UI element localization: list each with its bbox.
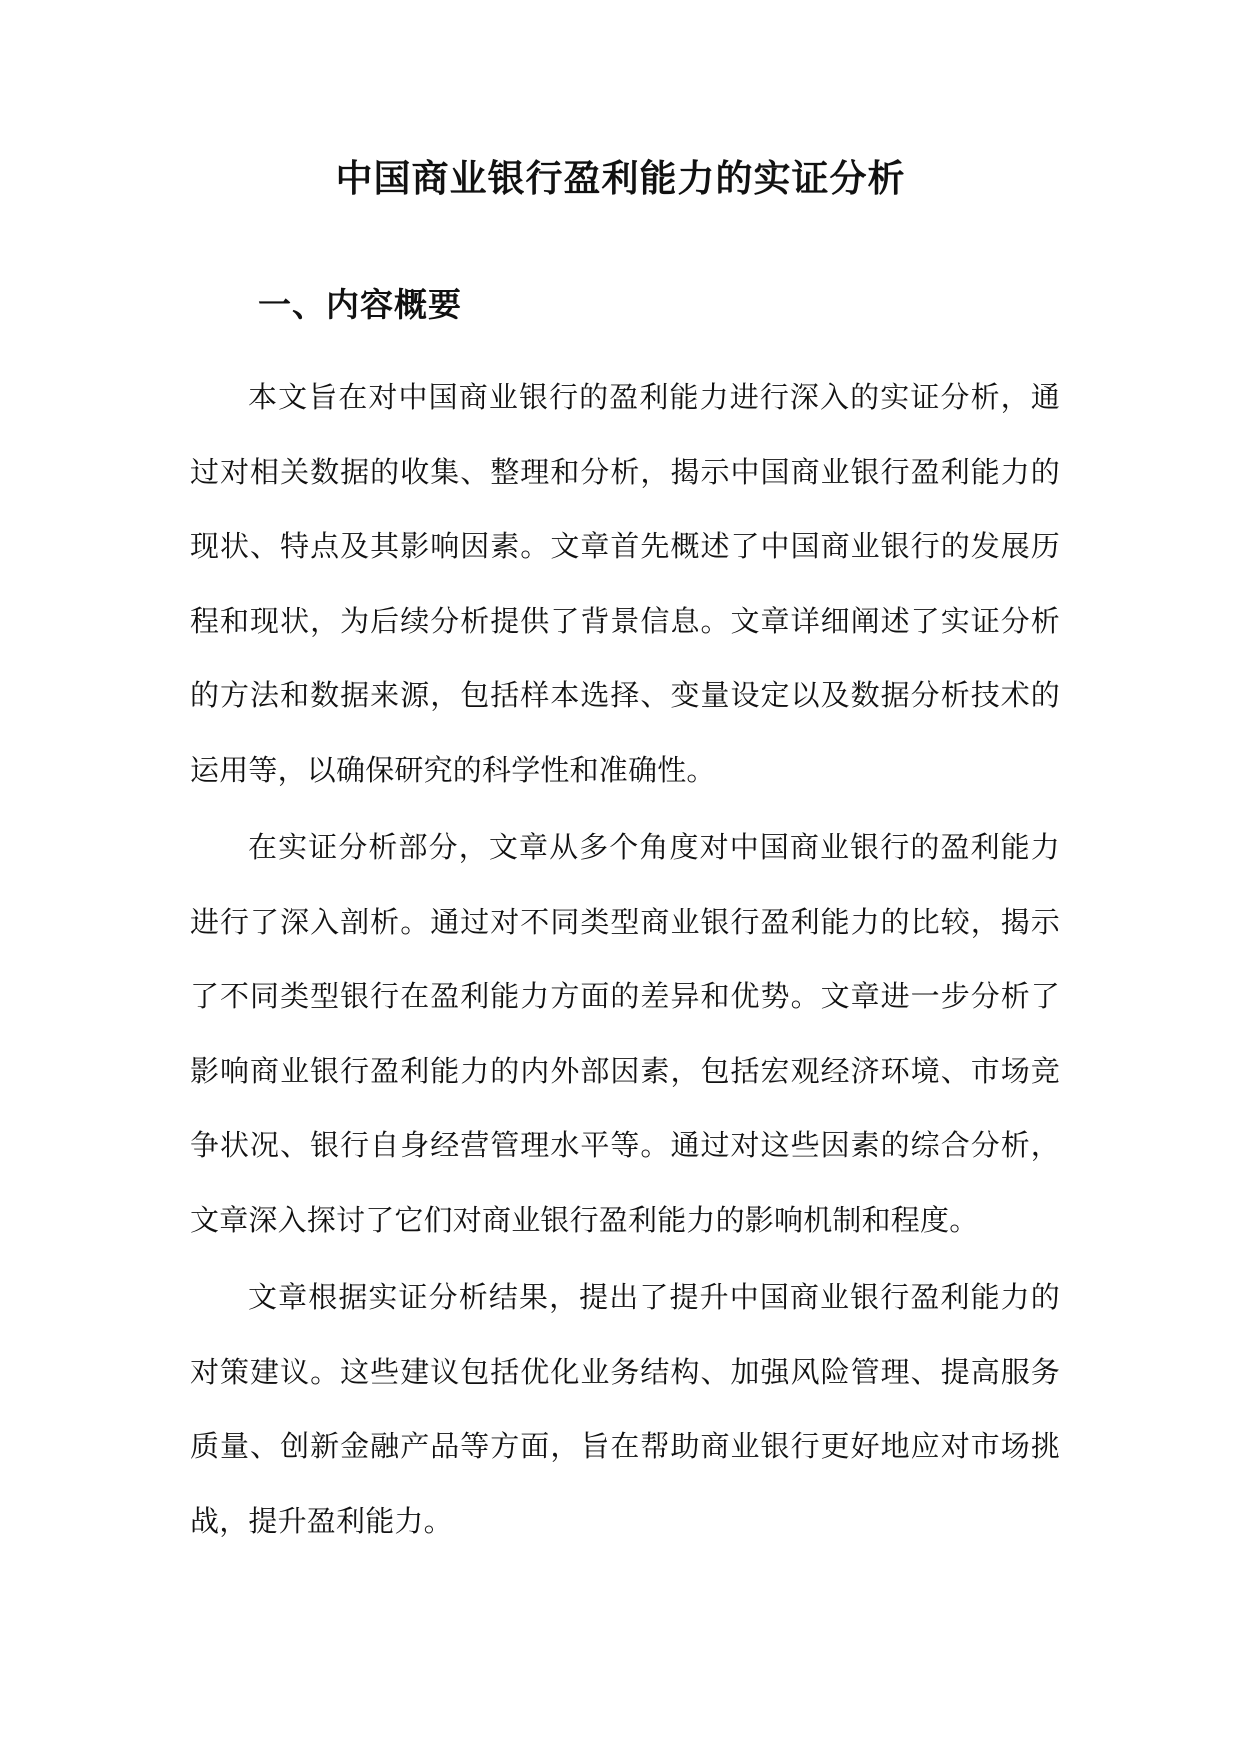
paragraph-1: 本文旨在对中国商业银行的盈利能力进行深入的实证分析，通过对相关数据的收集、整理和分析，揭示中国商业银行盈利能力的现状、特点及其影响因素。文章首先概述了中国商业银行的发展历程和现状，为后续分析提供了背景信息。文章详细阐述了实证分析的方法和数据来源，包括样本选择、变量设定以及数据分析技术的运用等，以确保研究的科学性和准确性。: [190, 380, 1060, 787]
paragraph-2: 在实证分析部分，文章从多个角度对中国商业银行的盈利能力进行了深入剖析。通过对不同类型商业银行盈利能力的比较，揭示了不同类型银行在盈利能力方面的差异和优势。文章进一步分析了影响商业银行盈利能力的内外部因素，包括宏观经济环境、市场竞争状况、银行自身经营管理水平等。通过对这些因素的综合分析，文章深入探讨了它们对商业银行盈利能力的影响机制和程度。: [190, 830, 1060, 1237]
body-text: [190, 360, 1060, 1561]
section-heading: 一、内容概要: [258, 285, 462, 324]
document-title: 中国商业银行盈利能力的实证分析: [335, 156, 906, 200]
paragraph-3: 文章根据实证分析结果，提出了提升中国商业银行盈利能力的对策建议。这些建议包括优化业务结构、加强风险管理、提高服务质量、创新金融产品等方面，旨在帮助商业银行更好地应对市场挑战，提升盈利能力。: [190, 1280, 1060, 1538]
